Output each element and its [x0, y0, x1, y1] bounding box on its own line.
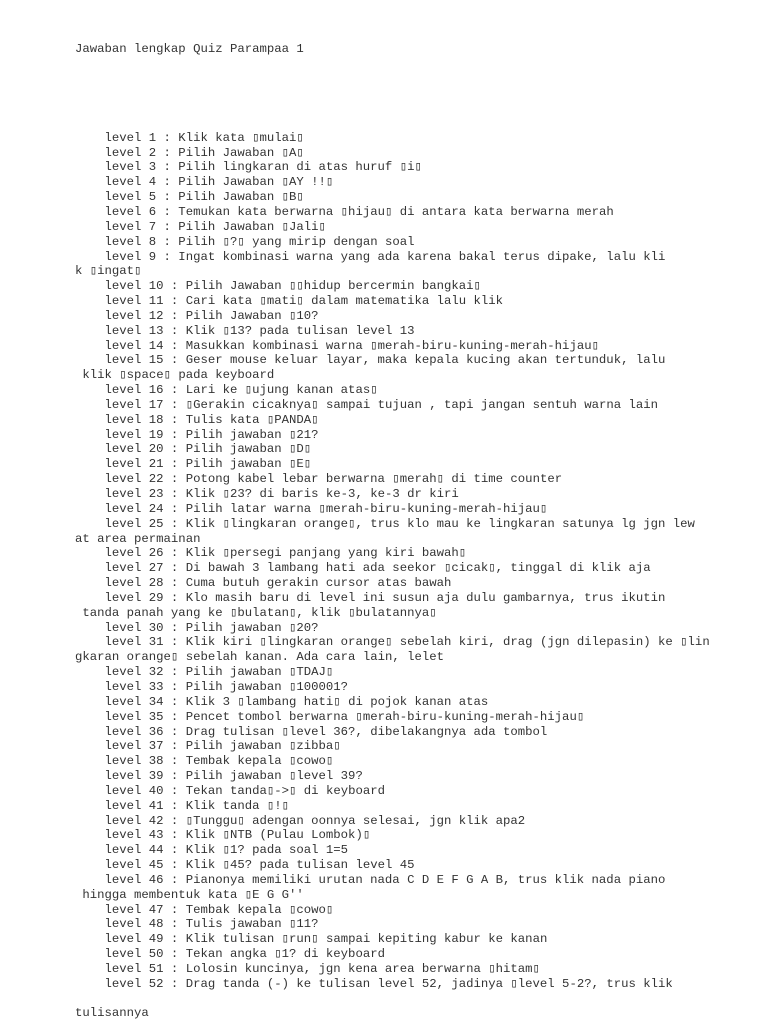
answer-line: level 41 : Klik tanda ▯!▯ [75, 798, 290, 813]
answer-line: level 14 : Masukkan kombinasi warna ▯merah-biru-kuning-merah-hijau▯ [75, 338, 599, 353]
answer-line: level 23 : Klik ▯23? di baris ke-3, ke-3 dr kiri [75, 487, 459, 501]
answer-line: level 35 : Pencet tombol berwarna ▯merah-biru-kuning-merah-hijau▯ [75, 709, 585, 724]
answer-line: level 39 : Pilih jawaban ▯level 39? [75, 769, 363, 784]
answer-line: level 31 : Klik kiri ▯lingkaran orange▯ sebelah kiri, drag (jgn dilepasin) ke ▯lin [75, 635, 710, 650]
answer-line: level 52 : Drag tanda (-) ke tulisan level 52, jadinya ▯level 5-2?, trus klik [75, 976, 673, 991]
answer-line: level 27 : Di bawah 3 lambang hati ada seekor ▯cicak▯, tinggal di klik aja [75, 561, 651, 576]
answer-line: level 50 : Tekan angka ▯1? di keyboard [75, 947, 385, 962]
answer-line: level 13 : Klik ▯13? pada tulisan level 13 [75, 323, 415, 338]
answer-line: level 17 : ▯Gerakin cicaknya▯ sampai tujuan , tapi jangan sentuh warna lain [75, 397, 659, 412]
answer-line: level 33 : Pilih jawaban ▯100001? [75, 679, 349, 694]
answer-line: k ▯ingat▯ [75, 264, 142, 279]
answer-line: level 18 : Tulis kata ▯PANDA▯ [75, 412, 319, 427]
answer-line: level 2 : Pilih Jawaban ▯A▯ [75, 145, 304, 160]
blank-line [75, 86, 735, 101]
answer-line: level 49 : Klik tulisan ▯run▯ sampai kepiting kabur ke kanan [75, 932, 548, 947]
answer-line: level 32 : Pilih jawaban ▯TDAJ▯ [75, 665, 334, 680]
answer-line: level 16 : Lari ke ▯ujung kanan atas▯ [75, 383, 378, 398]
answer-line: level 46 : Pianonya memiliki urutan nada C D E F G A B, trus klik nada piano [75, 872, 666, 887]
answer-line: level 3 : Pilih lingkaran di atas huruf ▯i▯ [75, 160, 422, 175]
answer-list [75, 131, 735, 992]
answer-line: level 40 : Tekan tanda▯->▯ di keyboard [75, 783, 385, 798]
document-title: Jawaban lengkap Quiz Parampaa 1 [75, 41, 304, 56]
answer-line: level 48 : Tulis jawaban ▯11? [75, 917, 319, 932]
answer-line: level 42 : ▯Tunggu▯ adengan oonnya selesai, jgn klik apa2 [75, 813, 526, 828]
answer-line: level 8 : Pilih ▯?▯ yang mirip dengan soal [75, 234, 415, 249]
answer-line: at area permainan [75, 531, 201, 546]
answer-line: level 30 : Pilih jawaban ▯20? [75, 620, 319, 635]
answer-line: tanda panah yang ke ▯bulatan▯, klik ▯bulatannya▯ [75, 605, 437, 620]
answer-line: level 22 : Potong kabel lebar berwarna ▯merah▯ di time counter [75, 472, 563, 487]
answer-line: gkaran orange▯ sebelah kanan. Ada cara lain, lelet [75, 650, 444, 665]
answer-line: level 43 : Klik ▯NTB (Pulau Lombok)▯ [75, 828, 371, 843]
answer-line: level 37 : Pilih jawaban ▯zibba▯ [75, 739, 341, 754]
answer-line: level 44 : Klik ▯1? pada soal 1=5 [75, 843, 349, 858]
answer-line: level 1 : Klik kata ▯mulai▯ [75, 130, 304, 145]
answer-line: level 4 : Pilih Jawaban ▯AY !!▯ [75, 175, 334, 190]
answer-line: level 6 : Temukan kata berwarna ▯hijau▯ di antara kata berwarna merah [75, 204, 614, 219]
answer-line: level 11 : Cari kata ▯mati▯ dalam matematika lalu klik [75, 294, 504, 309]
answer-line: level 36 : Drag tulisan ▯level 36?, dibelakangnya ada tombol [75, 724, 548, 739]
answer-line: level 38 : Tembak kepala ▯cowo▯ [75, 754, 334, 769]
answer-line: level 45 : Klik ▯45? pada tulisan level 45 [75, 858, 415, 873]
quiz-answer-document [75, 12, 735, 1007]
answer-line: level 47 : Tembak kepala ▯cowo▯ [75, 902, 334, 917]
answer-line: level 28 : Cuma butuh gerakin cursor atas bawah [75, 576, 452, 591]
answer-line: level 29 : Klo masih baru di level ini susun aja dulu gambarnya, trus ikutin [75, 590, 666, 605]
continuation-text: tulisannya [75, 1006, 149, 1020]
answer-line: level 26 : Klik ▯persegi panjang yang kiri bawah▯ [75, 546, 467, 561]
answer-line: level 15 : Geser mouse keluar layar, maka kepala kucing akan tertunduk, lalu [75, 353, 666, 368]
answer-line: hingga membentuk kata ▯E G G'' [75, 887, 304, 902]
answer-line: level 7 : Pilih Jawaban ▯Jali▯ [75, 219, 326, 234]
answer-line: level 25 : Klik ▯lingkaran orange▯, trus klo mau ke lingkaran satunya lg jgn lew [75, 516, 695, 531]
answer-line: level 21 : Pilih jawaban ▯E▯ [75, 457, 312, 472]
answer-line: level 51 : Lolosin kuncinya, jgn kena area berwarna ▯hitam▯ [75, 962, 540, 976]
answer-line: level 5 : Pilih Jawaban ▯B▯ [75, 190, 304, 205]
answer-line: level 10 : Pilih Jawaban ▯▯hidup bercermin bangkai▯ [75, 279, 481, 294]
answer-line: level 19 : Pilih jawaban ▯21? [75, 427, 319, 442]
answer-line: level 9 : Ingat kombinasi warna yang ada karena bakal terus dipake, lalu kli [75, 249, 666, 264]
answer-line: level 20 : Pilih jawaban ▯D▯ [75, 442, 312, 457]
answer-line: level 24 : Pilih latar warna ▯merah-biru-kuning-merah-hijau▯ [75, 501, 548, 516]
answer-line: level 34 : Klik 3 ▯lambang hati▯ di pojok kanan atas [75, 694, 489, 709]
answer-line: klik ▯space▯ pada keyboard [75, 368, 275, 383]
answer-line: level 12 : Pilih Jawaban ▯10? [75, 308, 319, 323]
